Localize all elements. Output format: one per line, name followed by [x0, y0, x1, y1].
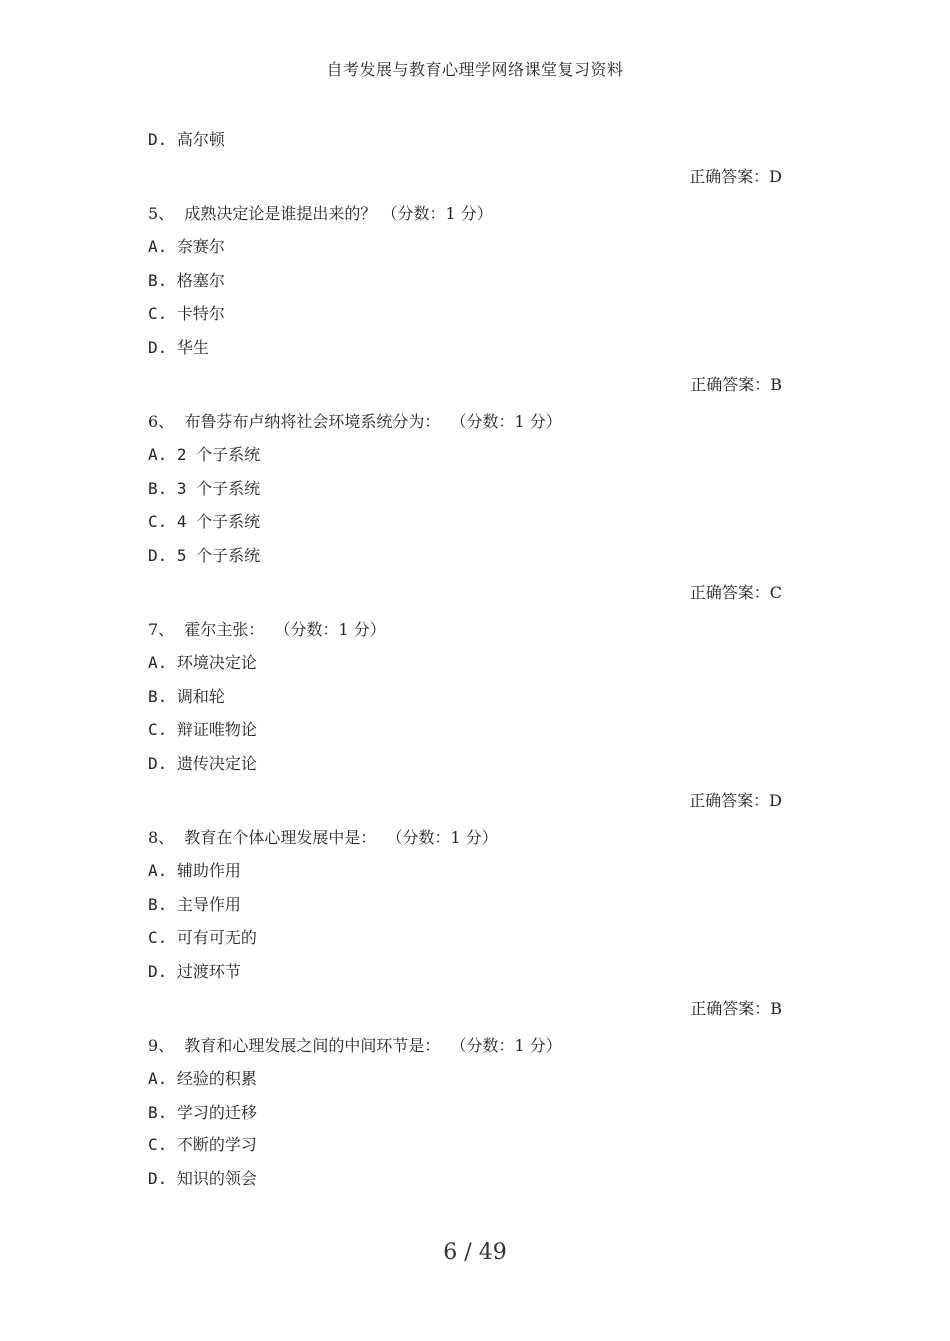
question-9-option-b: B. 学习的迁移 — [148, 1103, 257, 1122]
question-7-option-a: A. 环境决定论 — [148, 653, 257, 672]
question-9-option-d: D. 知识的领会 — [148, 1169, 257, 1188]
question-9-option-c: C. 不断的学习 — [148, 1135, 257, 1154]
question-7-stem: 7、 霍尔主张： （分数：1 分） — [148, 620, 386, 639]
question-8-option-c: C. 可有可无的 — [148, 928, 257, 947]
question-5-stem: 5、 成熟决定论是谁提出来的？ （分数：1 分） — [148, 204, 493, 223]
question-5-option-c: C. 卡特尔 — [148, 304, 225, 323]
question-7-option-b: B. 调和轮 — [148, 687, 225, 706]
question-5-answer: 正确答案：B — [690, 375, 782, 394]
question-7-option-d: D. 遗传决定论 — [148, 754, 257, 773]
question-9-option-a: A. 经验的积累 — [148, 1069, 257, 1088]
question-8-option-b: B. 主导作用 — [148, 895, 241, 914]
question-8-option-a: A. 辅助作用 — [148, 861, 241, 880]
question-7-answer: 正确答案：D — [689, 791, 782, 810]
question-8-answer: 正确答案：B — [690, 999, 782, 1018]
answer-prev: 正确答案：D — [689, 167, 782, 186]
question-6-option-c: C. 4 个子系统 — [148, 512, 261, 531]
question-5-option-a: A. 奈赛尔 — [148, 237, 225, 256]
question-7-option-c: C. 辩证唯物论 — [148, 720, 257, 739]
question-6-answer: 正确答案：C — [689, 583, 782, 602]
question-8-option-d: D. 过渡环节 — [148, 962, 241, 981]
page-number: 6 / 49 — [443, 1240, 507, 1265]
question-5-option-d: D. 华生 — [148, 338, 209, 357]
question-5-option-b: B. 格塞尔 — [148, 271, 225, 290]
question-6-stem: 6、 布鲁芬布卢纳将社会环境系统分为： （分数：1 分） — [148, 412, 562, 431]
question-9-stem: 9、 教育和心理发展之间的中间环节是： （分数：1 分） — [148, 1036, 562, 1055]
question-8-stem: 8、 教育在个体心理发展中是： （分数：1 分） — [148, 828, 498, 847]
question-6-option-b: B. 3 个子系统 — [148, 479, 261, 498]
option-d-prev: D. 高尔顿 — [148, 130, 225, 149]
question-6-option-a: A. 2 个子系统 — [148, 445, 261, 464]
question-6-option-d: D. 5 个子系统 — [148, 546, 261, 565]
page-header: 自考发展与教育心理学网络课堂复习资料 — [326, 60, 624, 79]
